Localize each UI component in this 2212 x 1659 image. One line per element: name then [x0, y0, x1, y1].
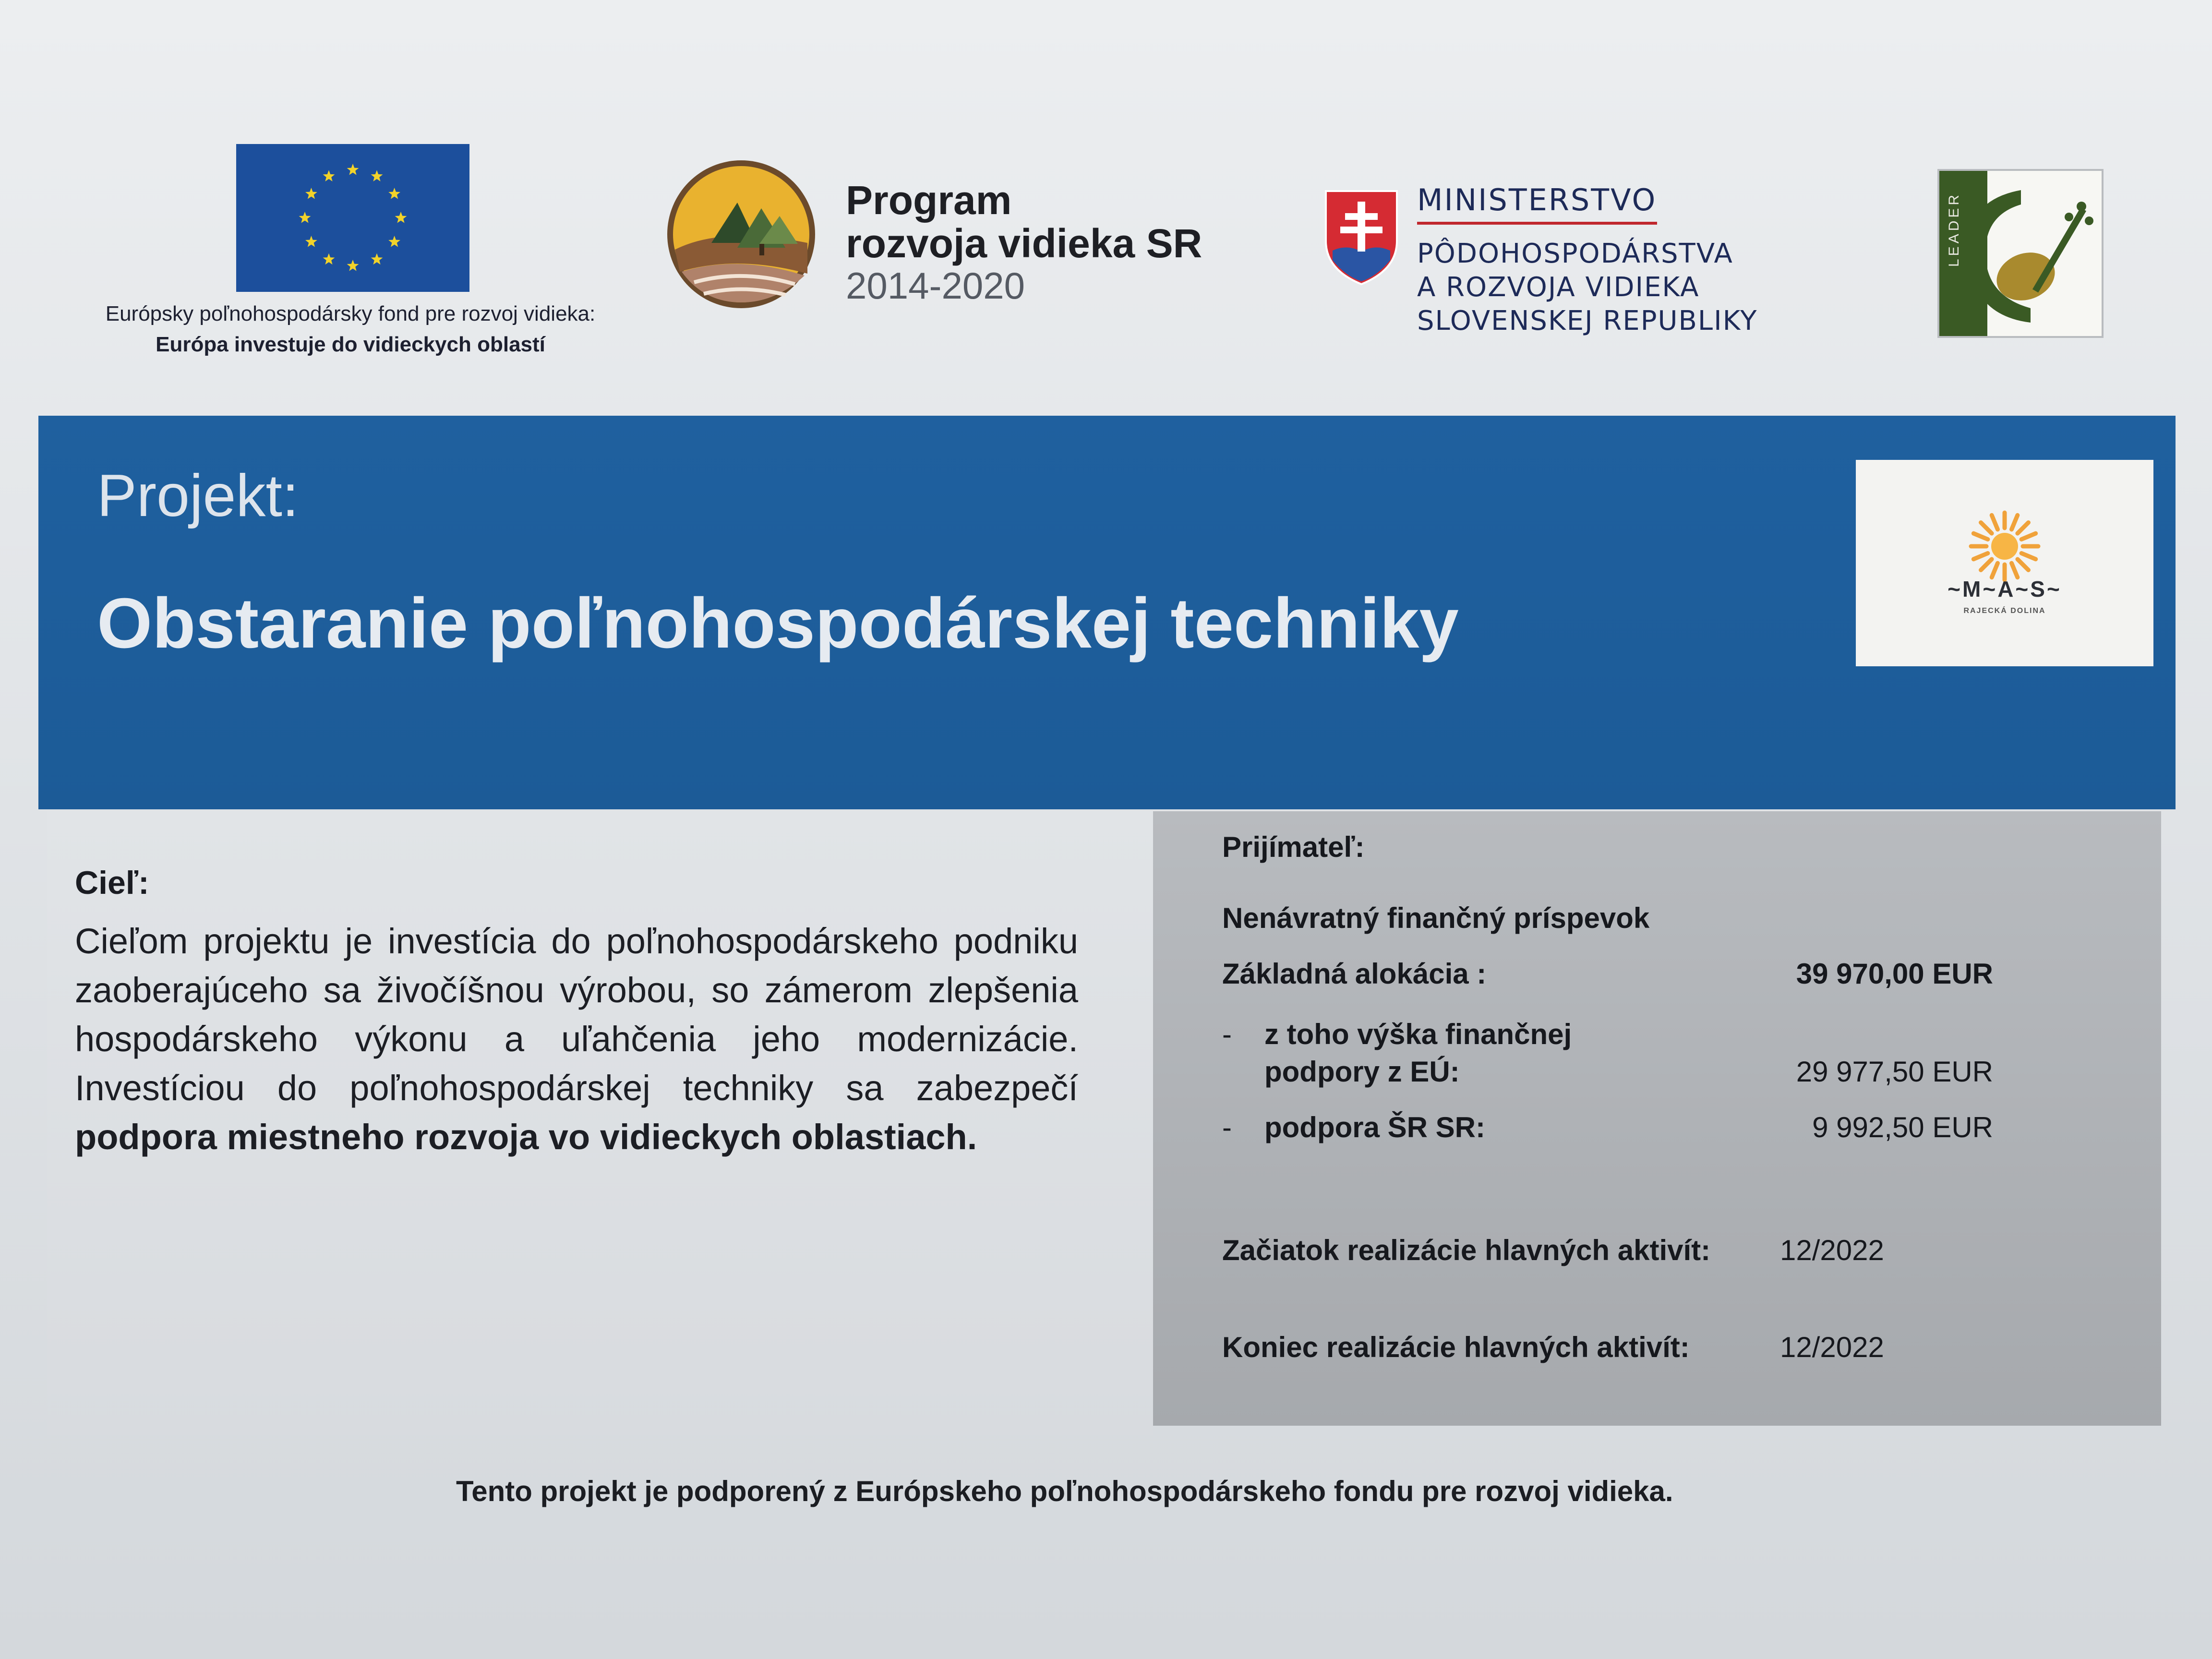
grant-label: Nenávratný finančný príspevok: [1222, 902, 1650, 934]
mas-sun-ray: [2012, 515, 2018, 529]
end-value: 12/2022: [1780, 1331, 1884, 1363]
ministry-name: [1417, 182, 1897, 338]
ministry-line1: MINISTERSTVO: [1417, 182, 1657, 225]
mas-name: ~M~A~S~: [1948, 577, 2062, 601]
mas-subtitle: RAJECKÁ DOLINA: [1963, 607, 2046, 615]
sr-support-value: 9 992,50 EUR: [1812, 1111, 1993, 1143]
eu-star-icon: [347, 164, 359, 175]
start-value: 12/2022: [1780, 1234, 1884, 1266]
prv-landscape-emblem-icon: [665, 158, 817, 310]
mas-sun-ray: [2018, 523, 2029, 534]
eu-star-icon: [388, 236, 400, 247]
leader-logo-icon: [1939, 171, 2102, 336]
sr-support-label: podpora ŠR SR:: [1264, 1111, 1485, 1143]
ministry-line4: SLOVENSKEJ REPUBLIKY: [1417, 305, 1758, 337]
project-banner: [38, 416, 2176, 809]
eu-star-icon: [305, 188, 317, 199]
slovak-coat-of-arms-icon: [1323, 188, 1400, 286]
prv-program-title: [846, 179, 1278, 306]
eu-fund-caption: [38, 299, 662, 360]
mas-sun-ray: [1992, 515, 1997, 529]
goal-text: [75, 917, 1078, 1162]
leader-label: LEADER: [1946, 192, 1962, 267]
mas-sun-ray: [2018, 559, 2029, 570]
eu-star-icon: [299, 212, 311, 223]
mas-sun-ray: [2012, 563, 2018, 577]
base-allocation-value: 39 970,00 EUR: [1796, 958, 1993, 990]
mas-sun-icon: [1967, 509, 2042, 584]
mas-sun-ray: [1992, 563, 1997, 577]
eu-star-icon: [395, 212, 407, 223]
eu-star-icon: [388, 188, 400, 199]
project-label: Projekt:: [97, 463, 299, 529]
ministry-line3: A ROZVOJA VIDIEKA: [1417, 272, 1700, 303]
base-allocation-label: Základná alokácia :: [1222, 958, 1487, 990]
prv-line1: Program: [846, 178, 1012, 223]
mas-sun-ray: [1981, 523, 1992, 534]
eu-star-icon: [323, 253, 335, 265]
sr-support-dash: -: [1222, 1111, 1232, 1143]
eu-support-label-line2: podpory z EÚ:: [1264, 1056, 1460, 1088]
mas-sun-ray: [1973, 533, 1988, 539]
ministry-line2: PÔDOHOSPODÁRSTVA: [1417, 238, 1733, 269]
eu-support-value: 29 977,50 EUR: [1796, 1056, 1993, 1088]
prv-line2: rozvoja vidieka SR: [846, 221, 1202, 266]
footer-note: Tento projekt je podporený z Európskeho poľnohospodárskeho fondu pre rozvoj vidieka.: [456, 1475, 1673, 1507]
goal-panel: [47, 811, 1153, 1435]
eu-star-icon: [305, 236, 317, 247]
eu-caption-line2: Európa investuje do vidieckych oblastí: [156, 333, 545, 356]
eu-caption-line1: Európsky poľnohospodársky fond pre rozvoj vidieka:: [105, 302, 596, 325]
start-label: Začiatok realizácie hlavných aktivít:: [1222, 1234, 1711, 1266]
goal-text-plain: Cieľom projektu je investícia do poľnohospodárskeho podniku zaoberajúceho sa živočíšnou výrobou, so zámerom zlepšenia hospodárskeho výkonu a uľahčenia jeho modernizácie. Investíciou do poľnohospodárskej techniky sa zabezpečí: [75, 921, 1078, 1108]
mas-sun-ray: [2021, 553, 2036, 559]
eu-star-icon: [347, 260, 359, 271]
eu-support-label-line1: z toho výška finančnej: [1264, 1018, 1572, 1050]
eu-star-icon: [371, 170, 383, 181]
eu-star-icon: [371, 253, 383, 265]
eu-star-icon: [323, 170, 335, 181]
recipient-label: Prijímateľ:: [1222, 831, 1365, 863]
end-label: Koniec realizácie hlavných aktivít:: [1222, 1331, 1690, 1363]
mas-logo: [1856, 460, 2153, 666]
mas-sun-ray: [1981, 559, 1992, 570]
mas-sun-ray: [1973, 553, 1988, 559]
prv-years: 2014-2020: [846, 264, 1025, 307]
eu-flag-icon: [236, 144, 469, 292]
mas-sun-ray: [2021, 533, 2036, 539]
recipient-panel: [1153, 811, 2161, 1426]
project-title: Obstaranie poľnohospodárskej techniky: [97, 584, 1459, 663]
goal-heading: Cieľ:: [75, 865, 149, 901]
eu-support-dash: -: [1222, 1018, 1232, 1050]
goal-text-bold: podpora miestneho rozvoja vo vidieckych oblastiach.: [75, 1117, 977, 1157]
